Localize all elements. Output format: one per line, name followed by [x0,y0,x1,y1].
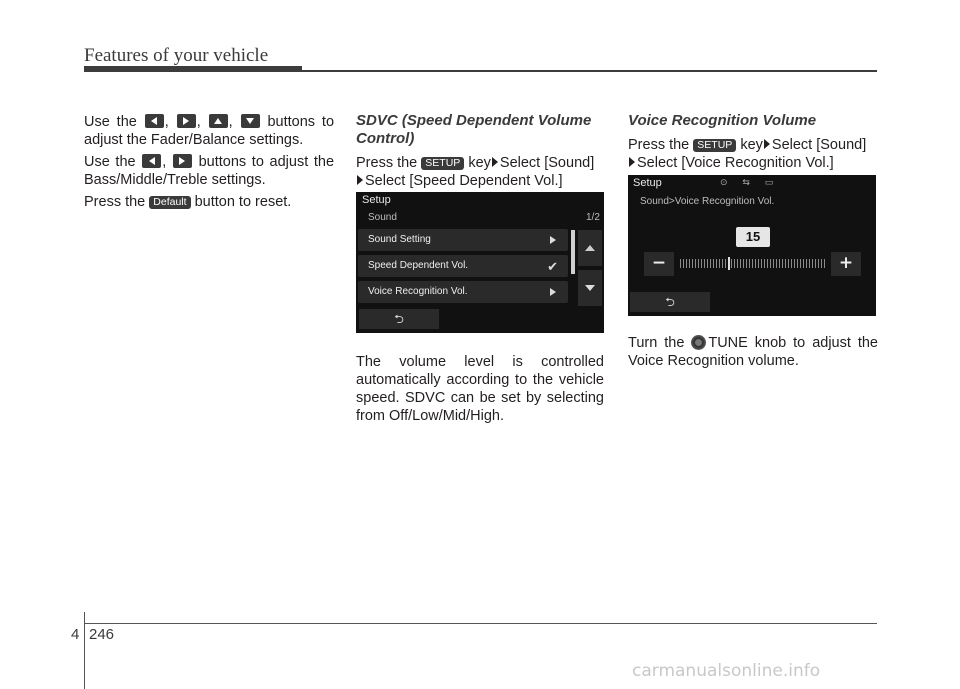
header-rule [302,70,877,72]
screen-breadcrumb: Sound>Voice Recognition Vol. [640,196,775,207]
footer-divider [84,612,85,689]
paragraph-reset: Press the Default button to reset. [84,194,292,210]
menu-item-voice-recognition-vol[interactable]: Voice Recognition Vol. [358,281,568,303]
chevron-right-icon [550,236,556,244]
paragraph-fader-balance: Use the , , , buttons to adjust the Fader/Balance settings. [84,114,335,148]
right-arrow-button-icon [173,154,192,168]
default-button-label: Default [149,196,190,209]
sound-setup-screen [356,192,604,333]
page-indicator: 1/2 [586,212,600,223]
chevron-right-icon [550,288,556,296]
sdvc-body: The volume level is controlled automatically according to the vehicle speed. SDVC can be set by selecting from Off/Low/Mid/High. [356,354,604,424]
chapter-number: 4 [71,626,80,643]
voice-body-wrap [628,334,878,370]
sdvc-instructions: Press the SETUP key Select [Sound] Select [Speed Dependent Vol.] [356,155,595,189]
sdvc-body-wrap [356,353,604,425]
menu-item-speed-dependent-vol[interactable]: Speed Dependent Vol. ✔ [358,255,568,277]
back-button[interactable]: ⮌ [359,309,439,329]
check-icon: ✔ [547,260,558,275]
step-arrow-icon [629,157,635,167]
voice-volume-screen [628,175,876,316]
screen-title: Setup [362,194,391,206]
step-arrow-icon [492,157,498,167]
header-bar [84,66,302,72]
screen-title: Setup [633,177,662,189]
up-arrow-icon [585,245,595,251]
voice-body: Turn the TUNE knob to adjust the Voice Recognition volume. [628,335,878,369]
left-arrow-button-icon [145,114,164,128]
column-sdvc [356,112,606,194]
scroll-down-button[interactable] [578,270,602,306]
section-heading-sdvc: SDVC (Speed Dependent Volume Control) [356,112,592,147]
page-number: 246 [89,626,115,643]
volume-plus-button[interactable]: + [831,252,861,276]
footer-rule [84,623,877,624]
menu-item-sound-setting[interactable]: Sound Setting [358,229,568,251]
back-button[interactable]: ⮌ [630,292,710,312]
tune-knob-icon [691,335,706,350]
status-icons: ⊙ ⇆ ▭ [720,178,780,188]
down-arrow-icon [585,285,595,291]
paragraph-bass-treble: Use the , buttons to adjust the Bass/Middle/Treble settings. [84,154,335,188]
step-arrow-icon [764,139,770,149]
right-arrow-button-icon [177,114,196,128]
left-arrow-button-icon [142,154,161,168]
setup-key-label: SETUP [421,157,464,170]
volume-value: 15 [736,227,770,247]
page-header-title: Features of your vehicle [84,45,269,66]
column-voice [628,112,878,176]
volume-slider-thumb[interactable] [728,257,730,270]
up-arrow-button-icon [209,114,228,128]
volume-minus-button[interactable]: − [644,252,674,276]
section-heading-voice: Voice Recognition Volume [628,112,817,129]
screen-subtitle: Sound [368,212,397,223]
column-fader-balance [84,113,334,215]
setup-key-label: SETUP [693,139,736,152]
scroll-up-button[interactable] [578,230,602,266]
watermark: carmanualsonline.info [632,661,821,681]
step-arrow-icon [357,175,363,185]
volume-slider[interactable] [680,259,826,268]
down-arrow-button-icon [241,114,260,128]
voice-instructions: Press the SETUP key Select [Sound] Select [Voice Recognition Vol.] [628,137,867,171]
scrollbar[interactable] [571,230,575,274]
